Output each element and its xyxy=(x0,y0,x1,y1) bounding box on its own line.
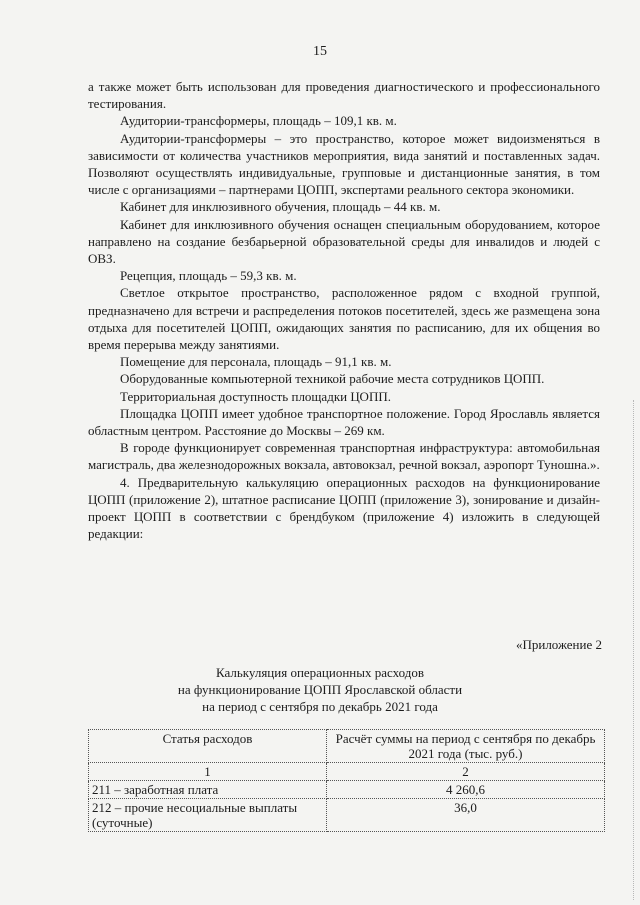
paragraph: Оборудованные компьютерной техникой рабочие места сотрудников ЦОПП. xyxy=(120,371,545,387)
table-header-row xyxy=(89,730,605,763)
table-title xyxy=(0,664,640,715)
table-row xyxy=(89,799,605,832)
column-header-item: Статья расходов xyxy=(89,730,327,763)
expense-amount: 36,0 xyxy=(327,799,605,832)
column-header-amount: Расчёт суммы на период с сентября по декабрь 2021 года (тыс. руб.) xyxy=(327,730,605,763)
table-row xyxy=(89,781,605,799)
table-numbering-row xyxy=(89,763,605,781)
expense-item: 211 – заработная плата xyxy=(89,781,327,799)
column-number: 2 xyxy=(327,763,605,781)
paragraph: В городе функционирует современная транспортная инфраструктура: автомобильная магистраль, два железнодорожных вокзала, автовокзал, речной вокзал, аэропорт Туношна.». xyxy=(88,440,600,473)
paragraph: Помещение для персонала, площадь – 91,1 кв. м. xyxy=(120,354,392,370)
document-body xyxy=(88,78,600,542)
paragraph: Кабинет для инклюзивного обучения оснащен специальным оборудованием, которое направлено на создание безбарьерной образовательной среды для инвалидов и людей с ОВЗ. xyxy=(88,216,600,267)
paragraph: Площадка ЦОПП имеет удобное транспортное положение. Город Ярославль является областным центром. Расстояние до Москвы – 269 км. xyxy=(88,405,600,439)
table-title-line: на функционирование ЦОПП Ярославской области xyxy=(177,682,463,697)
cost-table xyxy=(88,729,605,832)
expense-item: 212 – прочие несоциальные выплаты (суточные) xyxy=(89,799,327,832)
appendix-label: «Приложение 2 xyxy=(515,637,602,652)
paragraph: 4. Предварительную калькуляцию операционных расходов на функционирование ЦОПП (приложение 2), штатное расписание ЦОПП (приложение 3), зонирование и дизайн-проект ЦОПП в соответствии с брендбуком (приложение 4) изложить в следующей редакции: xyxy=(88,474,600,542)
paragraph: Аудитории-трансформеры, площадь – 109,1 кв. м. xyxy=(120,113,397,129)
paragraph: Аудитории-трансформеры – это пространство, которое может видоизменяться в зависимости от количества участников мероприятия, вида занятий и поставленных задач. Позволяют осуществлять индивидуальные, групповые и дистанционные занятия, в том числе с организациями – партнерами ЦОПП, экспертами реального сектора экономики. xyxy=(88,130,600,198)
page-number: 15 xyxy=(313,44,327,59)
expense-amount: 4 260,6 xyxy=(327,781,605,799)
column-number: 1 xyxy=(89,763,327,781)
table-title-line: Калькуляция операционных расходов xyxy=(215,665,425,680)
paragraph: Рецепция, площадь – 59,3 кв. м. xyxy=(120,268,297,284)
paragraph: Светлое открытое пространство, расположенное рядом с входной группой, предназначено для встречи и распределения потоков посетителей, здесь же размещена зона отдыха для посетителей ЦОПП, ожидающих занятия по расписанию, для их общения во время перерыва между занятиями. xyxy=(88,285,600,353)
paragraph: Территориальная доступность площадки ЦОПП. xyxy=(120,388,391,404)
scan-edge xyxy=(633,400,636,900)
table-title-line: на период с сентября по декабрь 2021 года xyxy=(202,699,438,714)
paragraph: Кабинет для инклюзивного обучения, площадь – 44 кв. м. xyxy=(120,199,441,215)
paragraph: а также может быть использован для проведения диагностического и профессионального тестирования. xyxy=(88,79,600,112)
